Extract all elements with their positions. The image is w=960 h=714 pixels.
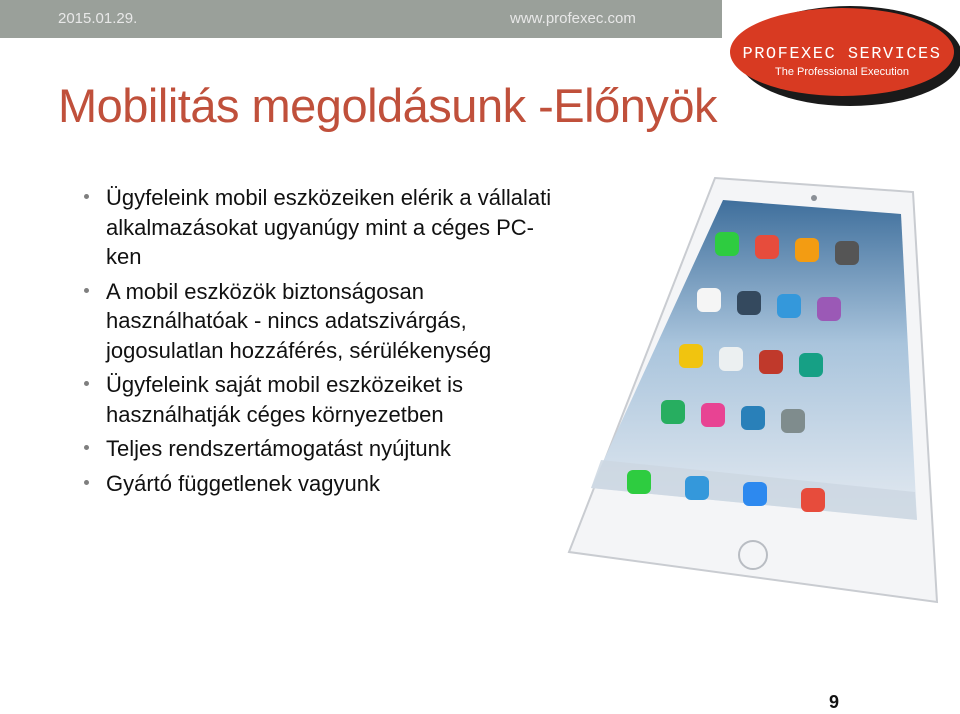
- bullet-item: [84, 469, 564, 499]
- app-icon: [781, 409, 805, 433]
- logo-name: PROFEXEC SERVICES: [742, 45, 942, 64]
- app-icon: [835, 241, 859, 265]
- header-date: 2015.01.29.: [58, 10, 138, 27]
- bullet-text: Ügyfeleink mobil eszközeiken elérik a vállalati alkalmazásokat ugyanúgy mint a céges PC-ken: [106, 185, 552, 269]
- page-number: 9: [829, 692, 840, 712]
- bullet-text: Gyártó függetlenek vagyunk: [106, 470, 380, 496]
- dock-app-icon: [801, 488, 825, 512]
- app-icon: [799, 353, 823, 377]
- slide-title: Mobilitás megoldásunk -Előnyök: [58, 79, 717, 132]
- profexec-logo: [730, 6, 960, 110]
- bullet-item: [84, 370, 564, 429]
- bullet-dot-icon: [84, 381, 89, 386]
- app-icon: [701, 403, 725, 427]
- app-icon: [795, 238, 819, 262]
- bullet-text: A mobil eszközök biztonságosan használhatóak - nincs adatszivárgás, jogosulatlan hozzáférés, sérülékenység: [106, 278, 492, 363]
- bullet-dot-icon: [84, 288, 89, 293]
- bullet-list: [84, 183, 564, 503]
- bullet-item: [84, 434, 564, 464]
- header-website: www.profexec.com: [510, 10, 636, 27]
- bullet-text: Ügyfeleink saját mobil eszközeiket is használhatják céges környezetben: [106, 372, 464, 427]
- app-icon: [697, 288, 721, 312]
- app-icon: [679, 344, 703, 368]
- tablet-image: [565, 170, 943, 650]
- app-icon: [661, 400, 685, 424]
- app-icon: [817, 297, 841, 321]
- bullet-item: [84, 183, 564, 272]
- dock-app-icon: [627, 470, 651, 494]
- bullet-item: [84, 277, 564, 366]
- bullet-text: Teljes rendszertámogatást nyújtunk: [106, 436, 451, 461]
- dock-app-icon: [743, 482, 767, 506]
- app-icon: [755, 235, 779, 259]
- logo-tagline: The Professional Execution: [775, 66, 909, 78]
- bullet-dot-icon: [84, 194, 89, 199]
- camera-icon: [811, 195, 817, 201]
- bullet-dot-icon: [84, 445, 89, 450]
- dock-app-icon: [685, 476, 709, 500]
- header-bar: [0, 0, 722, 38]
- app-icon: [777, 294, 801, 318]
- app-icon: [759, 350, 783, 374]
- app-icon: [737, 291, 761, 315]
- app-icon: [741, 406, 765, 430]
- bullet-dot-icon: [84, 480, 89, 485]
- app-icon: [715, 232, 739, 256]
- app-icon: [719, 347, 743, 371]
